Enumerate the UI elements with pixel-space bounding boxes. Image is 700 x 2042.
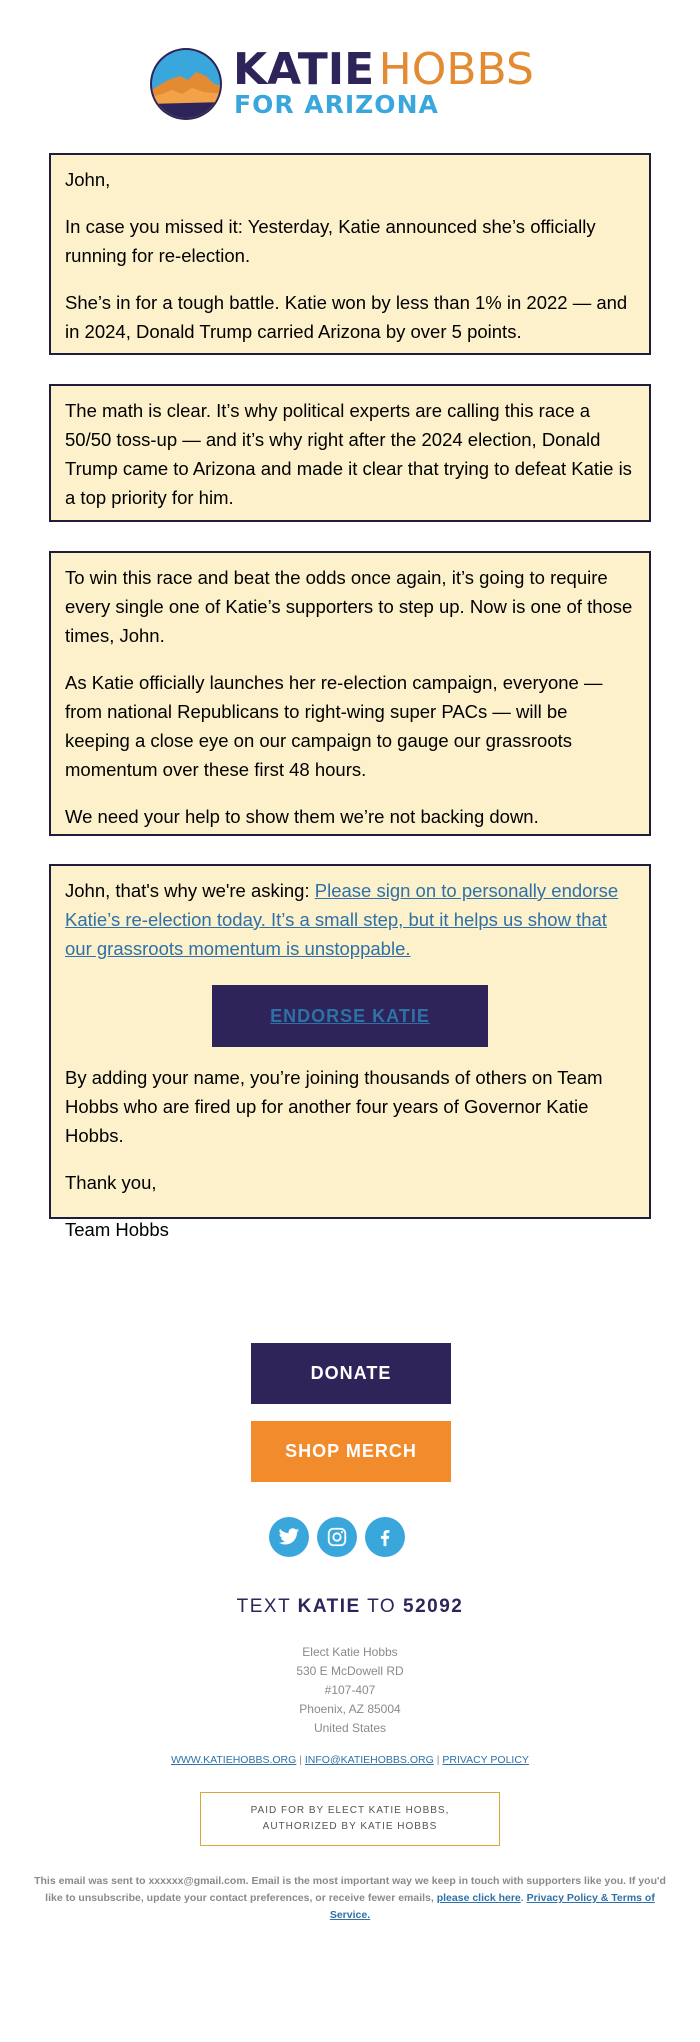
logo-wordmark (233, 44, 534, 96)
terms-link[interactable]: Privacy Policy & Terms of Service. (329, 1892, 655, 1921)
twitter-icon (278, 1526, 300, 1548)
footer-period: . (520, 1892, 527, 1904)
text-number: 52092 (403, 1596, 464, 1617)
footer-links (0, 1754, 700, 1766)
website-link[interactable]: WWW.KATIEHOBBS.ORG (171, 1754, 297, 1766)
disclaimer-line: PAID FOR BY ELECT KATIE HOBBS, (250, 1805, 450, 1816)
privacy-policy-link[interactable]: PRIVACY POLICY (442, 1754, 529, 1766)
instagram-icon (326, 1526, 348, 1548)
facebook-icon (374, 1526, 396, 1548)
ask-lead: John, that's why we're asking: (65, 880, 315, 901)
unsubscribe-footer (24, 1873, 676, 1924)
paragraph: To win this race and beat the odds once again, it’s going to require every single one of Katie’s supporters to step up. Now is one of those times, John. (65, 567, 633, 646)
endorse-link[interactable]: Please sign on to personally endorse Katie’s re-election today. It’s a small step, but it helps us show that our grassroots momentum is unstoppable. (65, 880, 619, 959)
email-link[interactable]: INFO@KATIEHOBBS.ORG (304, 1754, 434, 1766)
text-keyword: KATIE (297, 1596, 361, 1617)
message-section-1 (49, 153, 651, 355)
donate-button[interactable]: DONATE (251, 1343, 451, 1404)
shop-merch-button[interactable]: SHOP MERCH (251, 1421, 451, 1482)
paragraph: By adding your name, you’re joining thousands of others on Team Hobbs who are fired up for another four years of Governor Katie Hobbs. (65, 1067, 603, 1146)
greeting: John, (65, 169, 111, 190)
footer-text: This email was sent to xxxxxx@gmail.com. Email is the most important way we keep in touch with supporters like you. If you'd like to unsubscribe, update your contact preferences, or receive fewer emails, (34, 1875, 666, 1904)
ask-paragraph (65, 876, 635, 963)
closing: Thank you, (65, 1172, 157, 1193)
unsubscribe-link[interactable]: please click here (436, 1892, 521, 1904)
arizona-landscape-icon (148, 46, 224, 122)
address-line: 530 E McDowell RD (296, 1664, 404, 1678)
endorse-katie-button[interactable]: ENDORSE KATIE (212, 985, 488, 1047)
logo-first-name: KATIE (233, 44, 375, 95)
twitter-link[interactable] (269, 1517, 309, 1557)
facebook-link[interactable] (365, 1517, 405, 1557)
mailing-address (0, 1643, 700, 1738)
paragraph: In case you missed it: Yesterday, Katie announced she’s officially running for re-election. (65, 216, 596, 266)
text-to-join (0, 1596, 700, 1618)
paragraph: She’s in for a tough battle. Katie won by less than 1% in 2022 — and in 2024, Donald Trump carried Arizona by over 5 points. (65, 292, 628, 342)
address-line: United States (313, 1721, 387, 1735)
address-line: Phoenix, AZ 85004 (299, 1702, 401, 1716)
paid-for-disclaimer (200, 1792, 500, 1846)
paragraph: The math is clear. It’s why political experts are calling this race a 50/50 toss-up — and it’s why right after the 2024 election, Donald Trump came to Arizona and made it clear that trying to defeat Katie is a top priority for him. (65, 400, 632, 508)
message-section-3 (49, 551, 651, 836)
link-separator: | (436, 1754, 440, 1766)
text-middle: TO (360, 1596, 403, 1617)
logo-subtitle: FOR ARIZONA (234, 90, 439, 119)
paragraph: We need your help to show them we’re not backing down. (65, 806, 539, 827)
address-line: Elect Katie Hobbs (302, 1645, 398, 1659)
logo-last-name: HOBBS (378, 44, 534, 95)
paragraph: As Katie officially launches her re-election campaign, everyone — from national Republicans to right-wing super PACs — will be keeping a close eye on our campaign to gauge our grassroots momentum over these first 48 hours. (65, 672, 603, 780)
message-section-4 (49, 864, 651, 1240)
signature: Team Hobbs (65, 1219, 169, 1240)
address-line: #107-407 (324, 1683, 376, 1697)
link-separator: | (299, 1754, 302, 1766)
disclaimer-line: AUTHORIZED BY KATIE HOBBS (262, 1821, 438, 1832)
campaign-logo (148, 44, 558, 124)
message-section-2 (49, 384, 651, 522)
text-prefix: TEXT (236, 1596, 298, 1617)
instagram-link[interactable] (317, 1517, 357, 1557)
